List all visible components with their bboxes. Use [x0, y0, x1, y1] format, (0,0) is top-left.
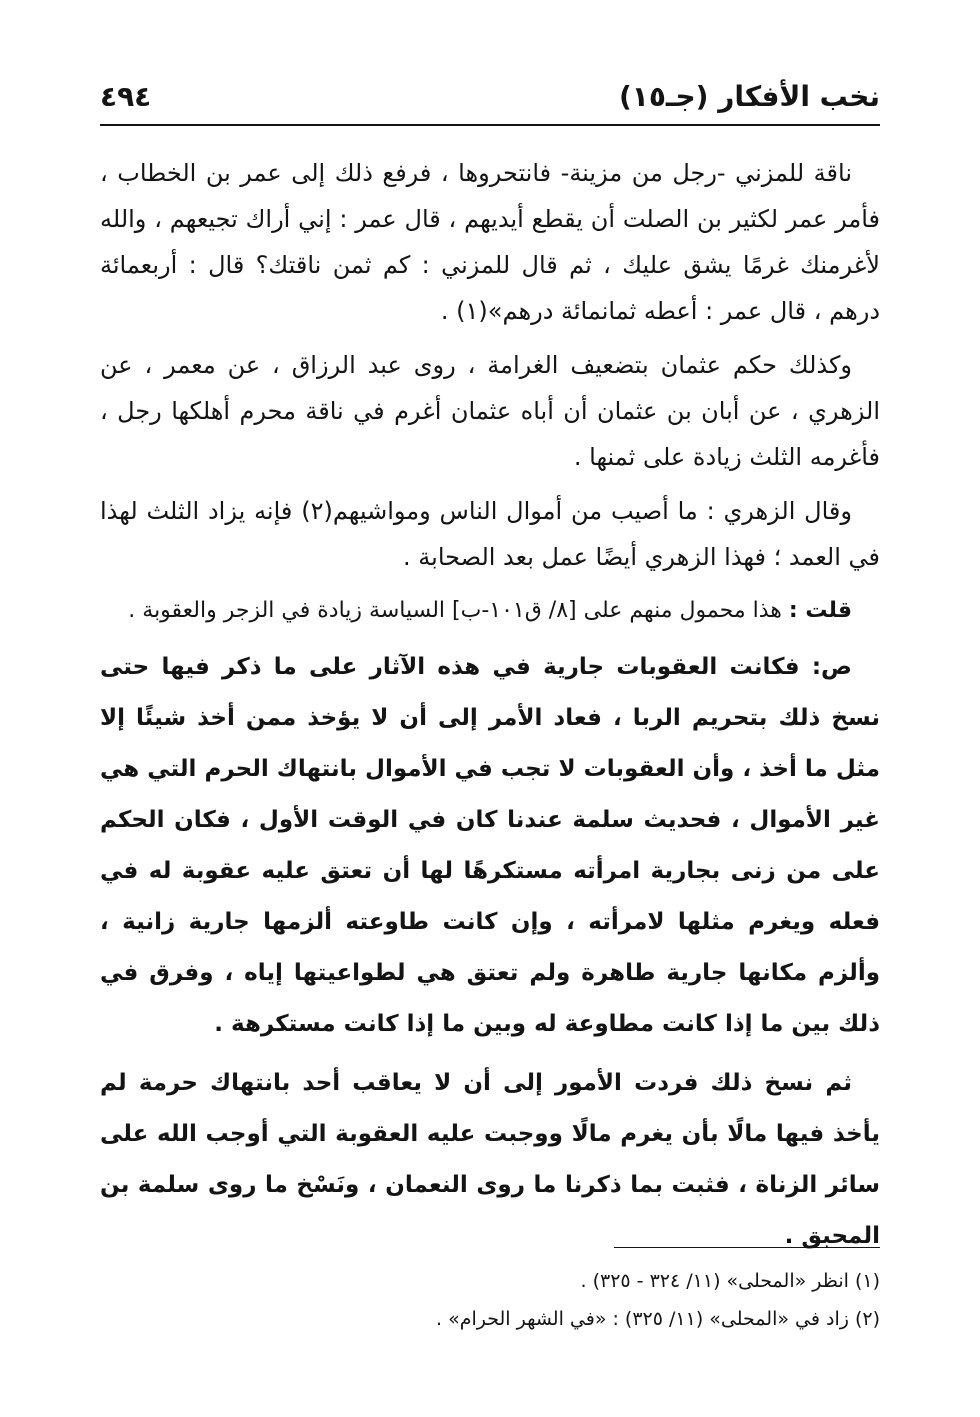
footnote-1: (١) انظر «المحلى» (١١/ ٣٢٤ - ٣٢٥) . — [580, 1270, 880, 1292]
header-rule — [100, 124, 880, 126]
paragraph-2: وكذلك حكم عثمان بتضعيف الغرامة ، روى عبد الرزاق ، عن معمر ، عن الزهري ، عن أبان بن عثمان أن أباه عثمان أغرم في ناقة محرم أهلكها رجل ، فأغرمه الثلث زيادة على ثمنها . — [100, 351, 880, 471]
footnotes — [100, 1262, 880, 1338]
author-note — [100, 588, 880, 634]
commentary-paragraph-2: ثم نسخ ذلك فردت الأمور إلى أن لا يعاقب أحد بانتهاك حرمة لم يأخذ فيها مالًا بأن يغرم مالًا ووجبت عليه العقوبة التي أوجب الله على سائر الزناة ، فثبت بما ذكرنا ما روى النعمان ، ونَسْخ ما روى سلمة بن المحبق . — [100, 1070, 880, 1249]
running-title: نخب الأفكار (جـ١٥) — [618, 80, 880, 113]
main-text — [100, 150, 880, 1270]
page-number: ٤٩٤ — [100, 80, 152, 113]
commentary-paragraph-1: ص: فكانت العقوبات جارية في هذه الآثار على ما ذكر فيها حتى نسخ ذلك بتحريم الربا ، فعاد الأمر إلى أن لا يؤخذ ممن أخذ شيئًا إلا مثل ما أخذ ، وأن العقوبات لا تجب في الأموال بانتهاك الحرم التي هي غير الأموال ، فحديث سلمة عندنا كان في الوقت الأول ، فكان الحكم على من زنى بجارية امرأته مستكرهًا لها أن تعتق عليه عقوبة له في فعله ويغرم مثلها لامرأته ، وإن كانت طاوعته ألزمها جارية زانية ، وألزم مكانها جارية طاهرة ولم تعتق هي لطواعيتها إياه ، وفرق في ذلك بين ما إذا كانت مطاوعة له وبين ما إذا كانت مستكرهة . — [100, 654, 880, 1037]
footnote-2: (٢) زاد في «المحلى» (١١/ ٣٢٥) : «في الشهر الحرام» . — [436, 1308, 880, 1330]
note-text: هذا محمول منهم على [٨/ ق١٠١-ب] السياسة زيادة في الزجر والعقوبة . — [128, 598, 782, 623]
footnote-separator — [614, 1247, 880, 1248]
note-label: قلت : — [788, 598, 852, 623]
page-header — [100, 74, 880, 126]
paragraph-1: ناقة للمزني -رجل من مزينة- فانتحروها ، فرفع ذلك إلى عمر بن الخطاب ، فأمر عمر لكثير بن الصلت أن يقطع أيديهم ، قال عمر : إني أراك تجيعهم ، والله لأغرمنك غرمًا يشق عليك ، ثم قال للمزني : كم ثمن ناقتك؟ قال : أربعمائة درهم ، قال عمر : أعطه ثمانمائة درهم»(١) . — [100, 159, 880, 325]
paragraph-3: وقال الزهري : ما أصيب من أموال الناس ومواشيهم(٢) فإنه يزاد الثلث لهذا في العمد ؛ فهذا الزهري أيضًا عمل بعد الصحابة . — [100, 497, 880, 571]
